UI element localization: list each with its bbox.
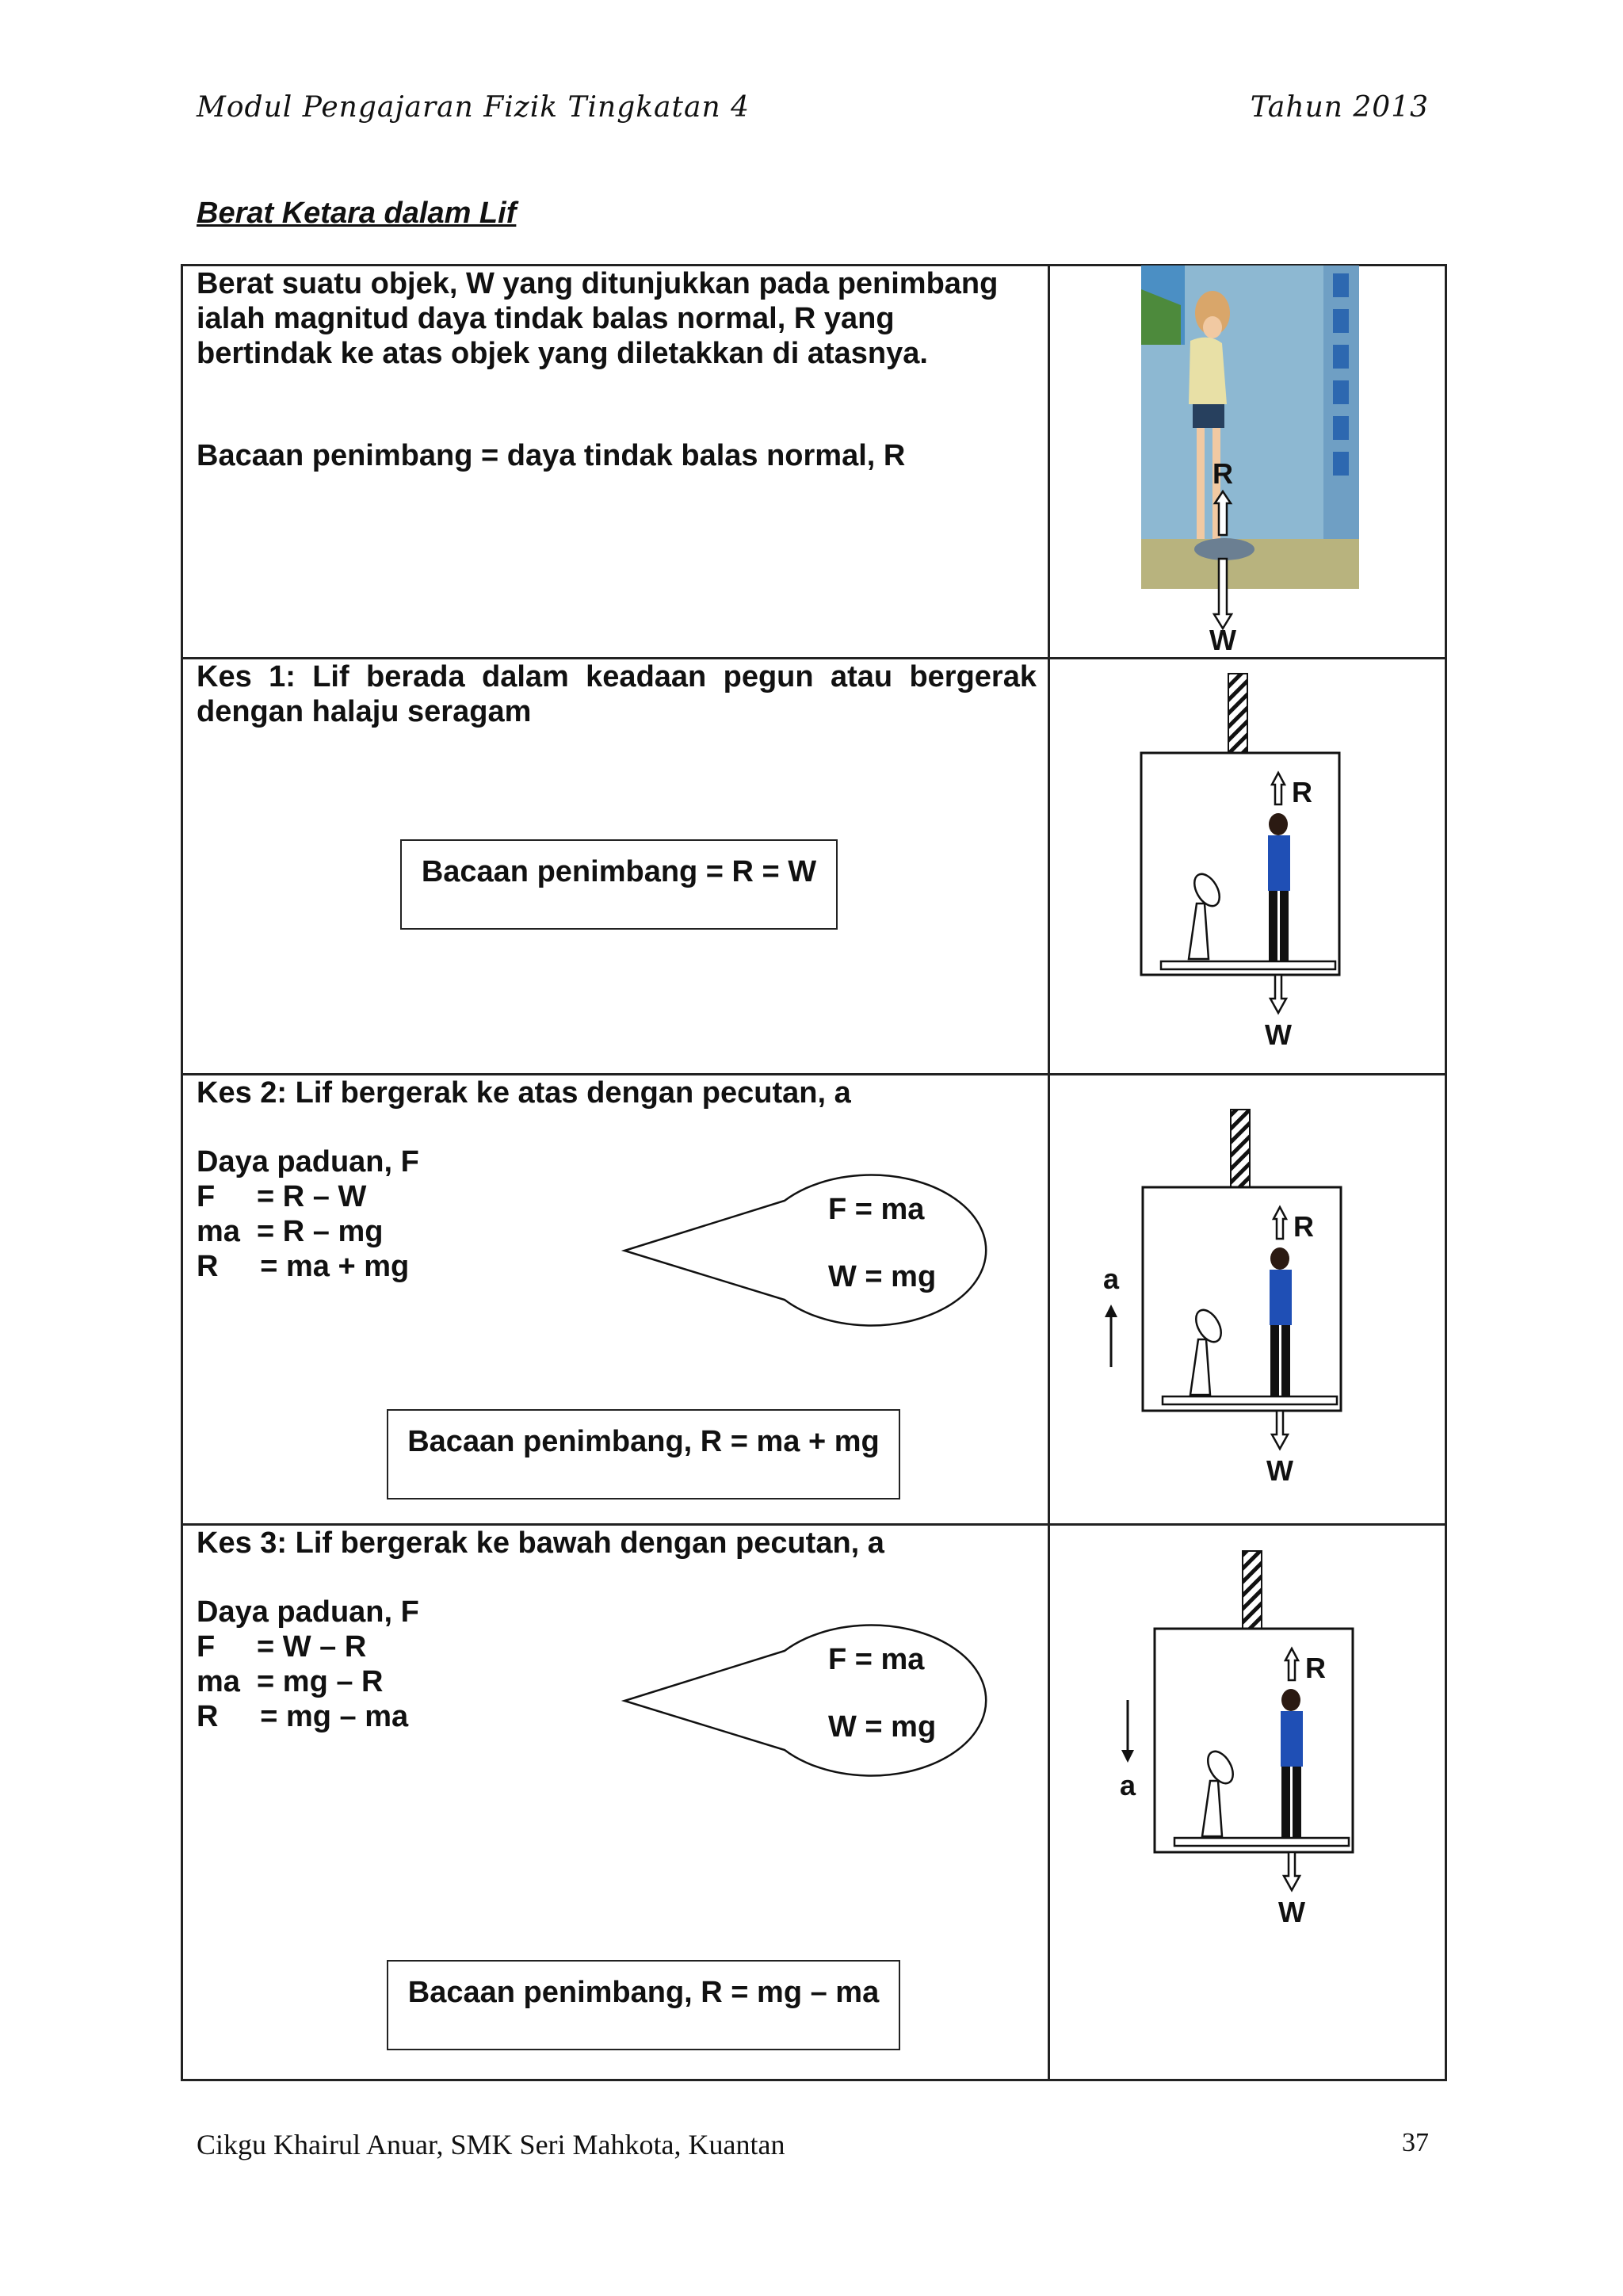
case1-result: Bacaan penimbang = R = W xyxy=(421,855,817,888)
case3-title: Kes 3: Lif bergerak ke bawah dengan pecutan, a xyxy=(197,1526,884,1560)
lift-floor xyxy=(1161,961,1335,969)
case3-speech-bubble xyxy=(618,1619,1014,1786)
case3-equation-2: ma = mg – R xyxy=(197,1665,384,1698)
case2-equation-3: R = ma + mg xyxy=(197,1250,410,1283)
weight-arrow xyxy=(1272,1411,1288,1449)
case3-bubble-line-1: F = ma xyxy=(828,1643,925,1676)
case2-result: Bacaan penimbang, R = ma + mg xyxy=(407,1425,880,1458)
lift-floor xyxy=(1174,1838,1349,1846)
girl-head xyxy=(1203,316,1222,338)
case2-equation-2: ma = R – mg xyxy=(197,1215,384,1248)
lift-stationary-figure xyxy=(1125,666,1379,1062)
case2-bubble-line-2: W = mg xyxy=(828,1260,937,1293)
case1-result-box xyxy=(400,839,838,930)
weight-arrow xyxy=(1284,1852,1300,1890)
normal-force-label: R xyxy=(1293,1210,1314,1243)
case1-title: Kes 1: Lif berada dalam keadaan pegun atau bergerak xyxy=(197,660,1037,693)
weight-label: W xyxy=(1278,1896,1305,1928)
case2-title: Kes 2: Lif bergerak ke atas dengan pecutan, a xyxy=(197,1076,851,1110)
girl-on-scale-figure xyxy=(1133,266,1363,654)
normal-force-label: R xyxy=(1292,776,1312,808)
section-title: Berat Ketara dalam Lif xyxy=(197,197,517,230)
weight-arrow xyxy=(1270,975,1286,1013)
page-number: 37 xyxy=(1402,2128,1429,2157)
case2-result-box xyxy=(387,1409,900,1499)
lift-accelerating-up-figure xyxy=(1094,1102,1379,1514)
weight-label: W xyxy=(1209,624,1236,656)
case3-equation-3: R = mg – ma xyxy=(197,1700,409,1733)
case3-bubble-line-2: W = mg xyxy=(828,1710,937,1744)
acceleration-label: a xyxy=(1119,1769,1136,1801)
lift-cable xyxy=(1228,674,1247,753)
intro-definition: Berat suatu objek, W yang ditunjukkan pada penimbang ialah magnitud daya tindak balas normal, R yang bertindak ke atas objek yang diletakkan di atasnya. xyxy=(197,267,999,370)
normal-force-label: R xyxy=(1305,1652,1326,1684)
lift-accelerating-down-figure xyxy=(1106,1541,1391,1938)
case3-result-box xyxy=(387,1960,900,2050)
weight-label: W xyxy=(1265,1018,1292,1051)
normal-force-label: R xyxy=(1212,457,1233,490)
lift-floor xyxy=(1163,1396,1337,1404)
lift-cable xyxy=(1231,1110,1250,1189)
lift-cable xyxy=(1243,1551,1262,1630)
table-border-bottom xyxy=(181,2079,1447,2081)
case2-speech-bubble xyxy=(618,1169,1014,1335)
header-module-title: Modul Pengajaran Fizik Tingkatan 4 xyxy=(197,91,750,124)
table-border-right xyxy=(1445,264,1447,2080)
intro-reading-statement: Bacaan penimbang = daya tindak balas normal, R xyxy=(197,439,906,472)
case2-bubble-line-1: F = ma xyxy=(828,1193,925,1226)
case3-result: Bacaan penimbang, R = mg – ma xyxy=(407,1976,880,2009)
header-year: Tahun 2013 xyxy=(1250,91,1429,124)
acceleration-label: a xyxy=(1102,1263,1120,1295)
case2-equation-1: F = R – W xyxy=(197,1180,367,1213)
case2-net-force: Daya paduan, F xyxy=(197,1145,419,1179)
case3-net-force: Daya paduan, F xyxy=(197,1595,419,1629)
bathroom-scale xyxy=(1194,538,1254,560)
girl-shorts xyxy=(1193,404,1224,428)
footer-author: Cikgu Khairul Anuar, SMK Seri Mahkota, Kuantan xyxy=(197,2129,785,2160)
table-column-divider xyxy=(1048,264,1050,2080)
weight-label: W xyxy=(1266,1454,1293,1487)
case1-title-continued: dengan halaju seragam xyxy=(197,695,532,728)
girl-leg xyxy=(1197,428,1205,539)
case3-equation-1: F = W – R xyxy=(197,1630,367,1664)
girl-top xyxy=(1189,338,1227,404)
table-border-left xyxy=(181,264,183,2080)
